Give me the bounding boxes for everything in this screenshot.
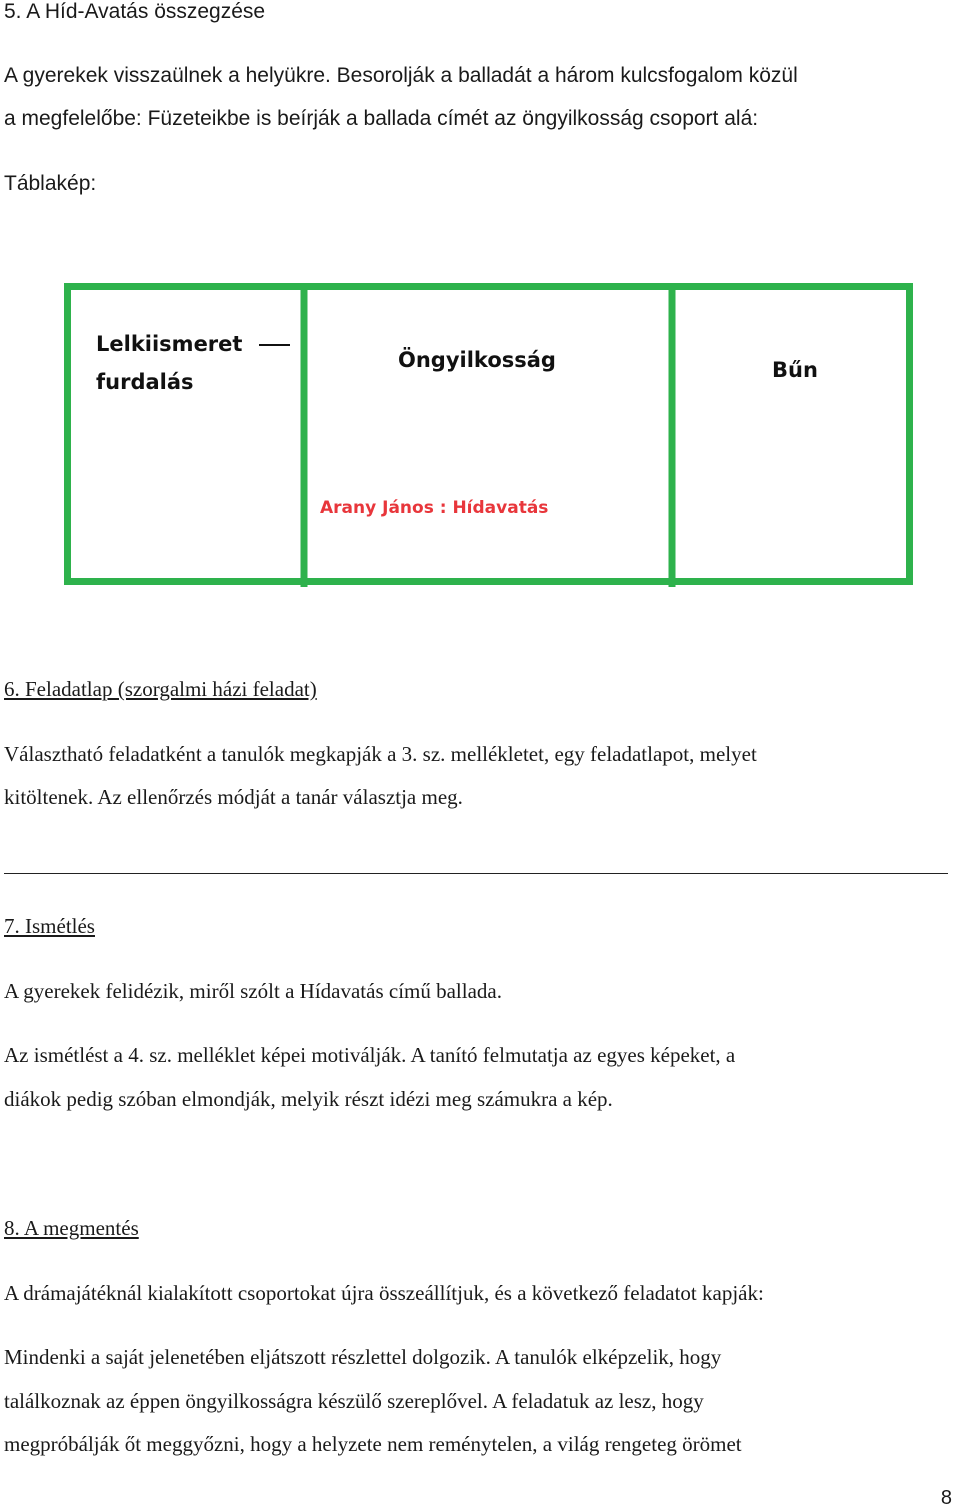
section-8-line-4: megpróbálják őt meggyőzni, hogy a helyzete nem reménytelen, a világ rengeteg örömet bbox=[4, 1432, 742, 1456]
section-7-line-1: A gyerekek felidézik, miről szólt a Hídavatás című ballada. bbox=[4, 979, 502, 1003]
board-ballad-title: Arany János : Hídavatás bbox=[320, 498, 549, 518]
section-5-line-2: a megfelelőbe: Füzeteikbe is beírják a ballada címét az öngyilkosság csoport alá: bbox=[4, 107, 759, 130]
board-col1-line2: furdalás bbox=[96, 370, 194, 394]
section-7-line-2: Az ismétlést a 4. sz. melléklet képei motiválják. A tanító felmutatja az egyes képeket, a bbox=[4, 1043, 736, 1067]
section-6-line-1: Választható feladatként a tanulók megkapják a 3. sz. mellékletet, egy feladatlapot, melyet bbox=[4, 742, 757, 766]
section-7-line-3: diákok pedig szóban elmondják, melyik részt idézi meg számukra a kép. bbox=[4, 1087, 613, 1111]
board-diagram bbox=[64, 283, 913, 587]
section-8-line-2: Mindenki a saját jelenetében eljátszott részlettel dolgozik. A tanulók elképzelik, hogy bbox=[4, 1345, 722, 1369]
section-5-heading: 5. A Híd-Avatás összegzése bbox=[4, 0, 266, 23]
section-6-heading: 6. Feladatlap (szorgalmi házi feladat) bbox=[4, 677, 317, 701]
board-caption: Táblakép: bbox=[4, 172, 97, 195]
section-7-heading: 7. Ismétlés bbox=[4, 914, 95, 938]
board-col2-label: Öngyilkosság bbox=[398, 348, 556, 372]
separator-rule bbox=[4, 873, 948, 874]
page-number: 8 bbox=[940, 1487, 952, 1509]
section-6-line-2: kitöltenek. Az ellenőrzés módját a tanár választja meg. bbox=[4, 785, 463, 809]
board-col1-line1: Lelkiismeret bbox=[96, 332, 243, 356]
section-8-line-1: A drámajátéknál kialakított csoportokat újra összeállítjuk, és a következő feladatot kapják: bbox=[4, 1281, 764, 1305]
section-8-heading: 8. A megmentés bbox=[4, 1216, 139, 1240]
board-col3-label: Bűn bbox=[772, 358, 818, 382]
section-5-line-1: A gyerekek visszaülnek a helyükre. Besorolják a balladát a három kulcsfogalom közül bbox=[4, 64, 798, 87]
section-8-line-3: találkoznak az éppen öngyilkosságra készülő szereplővel. A feladatuk az lesz, hogy bbox=[4, 1389, 704, 1413]
